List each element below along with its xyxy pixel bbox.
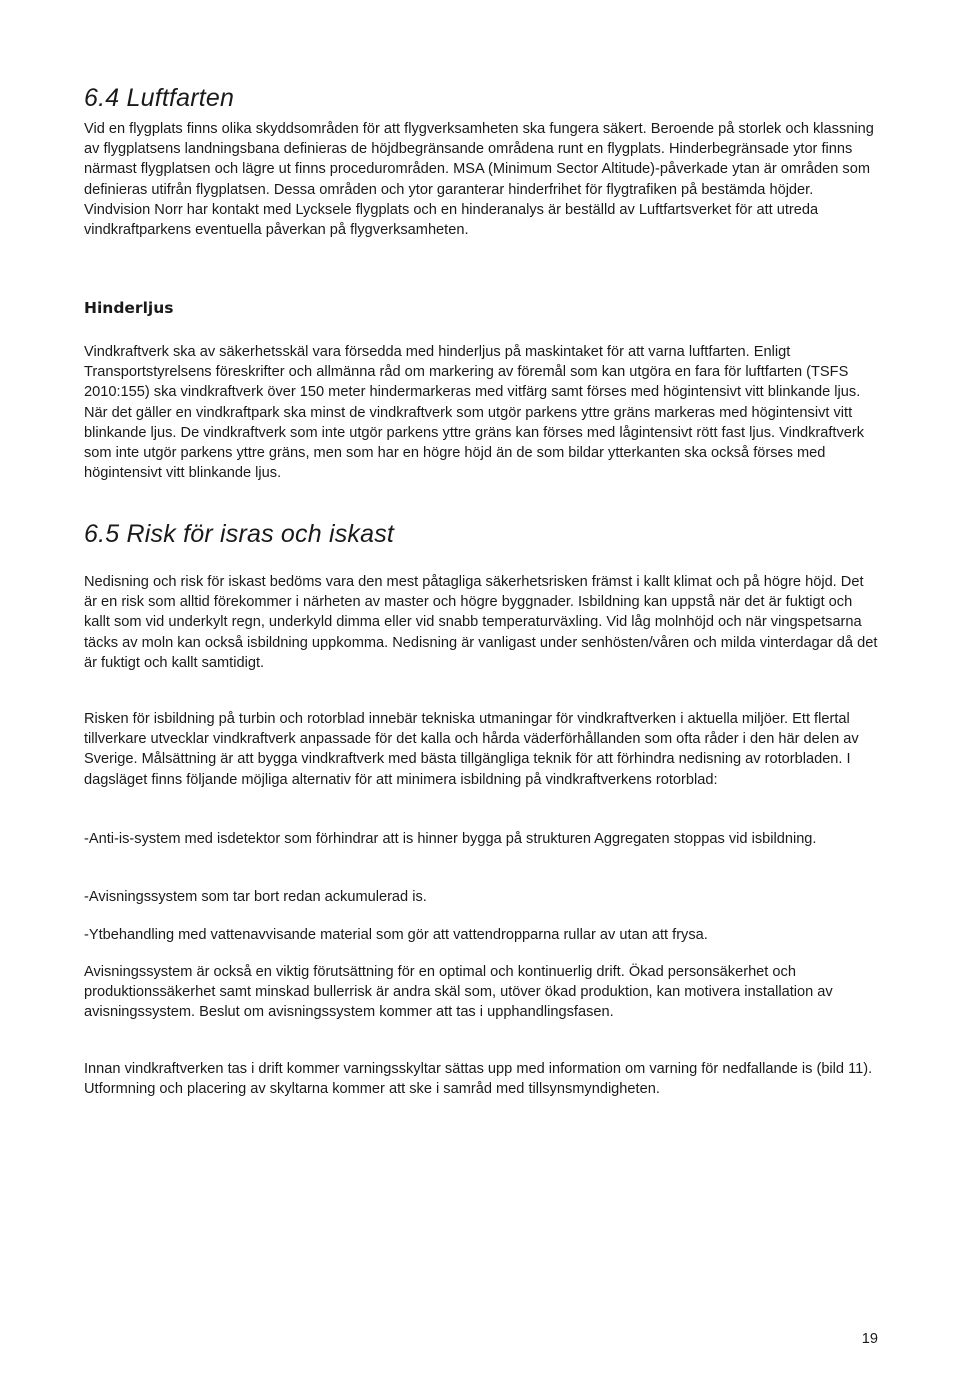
paragraph-nedisning: Nedisning och risk för iskast bedöms vara den mest påtagliga säkerhetsrisken främst i kallt klimat och på högre höjd. Det är en risk som alltid förekommer i närheten av master och högre byggnader. Isbildning kan uppstå när det är fuktigt och kallt som vid underkylt regn, underkyld dimma eller vid snabb temperaturväxling. Vid låg molnhöjd och när vingspetsarna täcks av moln kan också isbildning uppkomma. Nedisning är vanligast under senhösten/våren och milda vinterdagar då det är fuktigt och kallt samtidigt. bbox=[84, 574, 878, 671]
page-number: 19 bbox=[861, 1331, 878, 1347]
section-heading-6-5 bbox=[84, 520, 394, 549]
section-title: Luftfarten bbox=[126, 84, 235, 112]
section-title: Risk för isras och iskast bbox=[126, 520, 395, 548]
list-item-avisning: -Avisningssystem som tar bort redan ackumulerad is. bbox=[84, 889, 427, 905]
paragraph-avisningssystem: Avisningssystem är också en viktig förutsättning för en optimal och kontinuerlig drift. Ökad personsäkerhet och produktionssäkerhet samt minskad bullerrisk är andra skäl som, utöver ökad produktion, kan motivera installation av avisningssystem. Beslut om avisningssystem kommer att tas i upphandlingsfasen. bbox=[84, 964, 833, 1021]
paragraph-isbildning: Risken för isbildning på turbin och rotorblad innebär tekniska utmaningar för vindkraftverken i aktuella miljöer. Ett flertal tillverkare utvecklar vindkraftverk anpassade för det kalla och hårda väderförhållanden som ofta råder i den här delen av Sverige. Målsättning är att bygga vindkraftverk med bästa tillgängliga teknik för att förhindra nedisning av rotorbladen. I dagsläget finns följande möjliga alternativ för att minimera isbildning på vindkraftverkens rotorblad: bbox=[84, 711, 859, 788]
section-number: 6.4 bbox=[84, 84, 120, 112]
subheading-hinderljus: Hinderljus bbox=[84, 299, 174, 317]
list-item-ytbehandling: -Ytbehandling med vattenavvisande material som gör att vattendropparna rullar av utan att frysa. bbox=[84, 927, 708, 943]
paragraph-varningsskyltar: Innan vindkraftverken tas i drift kommer varningsskyltar sättas upp med information om varning för nedfallande is (bild 11). Utformning och placering av skyltarna kommer att ske i samråd med tillsynsmyndigheten. bbox=[84, 1061, 873, 1098]
section-number: 6.5 bbox=[84, 520, 120, 548]
list-item-anti-is: -Anti-is-system med isdetektor som förhindrar att is hinner bygga på strukturen Aggregaten stoppas vid isbildning. bbox=[84, 831, 817, 847]
section-heading-6-4 bbox=[84, 84, 234, 113]
paragraph-luftfarten: Vid en flygplats finns olika skyddsområden för att flygverksamheten ska fungera säkert. Beroende på storlek och klassning av flygplatsens landningsbana definieras de höjdbegränsande områdena runt en flygplats. Hinderbegränsade ytor finns närmast flygplatsen och lägre ut finns procedurområden. MSA (Minimum Sector Altitude)-påverkade ytan är områden som definieras utifrån flygplatsen. Dessa områden och ytor garanterar hinderfrihet för flygtrafiken på bestämda höjder. Vindvision Norr har kontakt med Lycksele flygplats och en hinderanalys är beställd av Luftfartsverket för att utreda vindkraftparkens eventuella påverkan på flygverksamheten. bbox=[84, 121, 874, 239]
paragraph-hinderljus: Vindkraftverk ska av säkerhetsskäl vara försedda med hinderljus på maskintaket för att varna luftfarten. Enligt Transportstyrelsens föreskrifter och allmänna råd om markering av föremål som kan utgöra en fara för luftfarten (TSFS 2010:155) ska vindkraftverk över 150 meter hindermarkeras med vitfärg samt förses med högintensivt vitt blinkande ljus. När det gäller en vindkraftpark ska minst de vindkraftverk som utgör parkens yttre gräns markeras med högintensivt vitt blinkande ljus. De vindkraftverk som inte utgör parkens yttre gräns kan förses med lågintensivt rött fast ljus. Vindkraftverk som inte utgör parkens yttre gräns, men som har en högre höjd än de som bildar ytterkanten ska också förses med högintensivt vitt blinkande ljus. bbox=[84, 344, 865, 482]
